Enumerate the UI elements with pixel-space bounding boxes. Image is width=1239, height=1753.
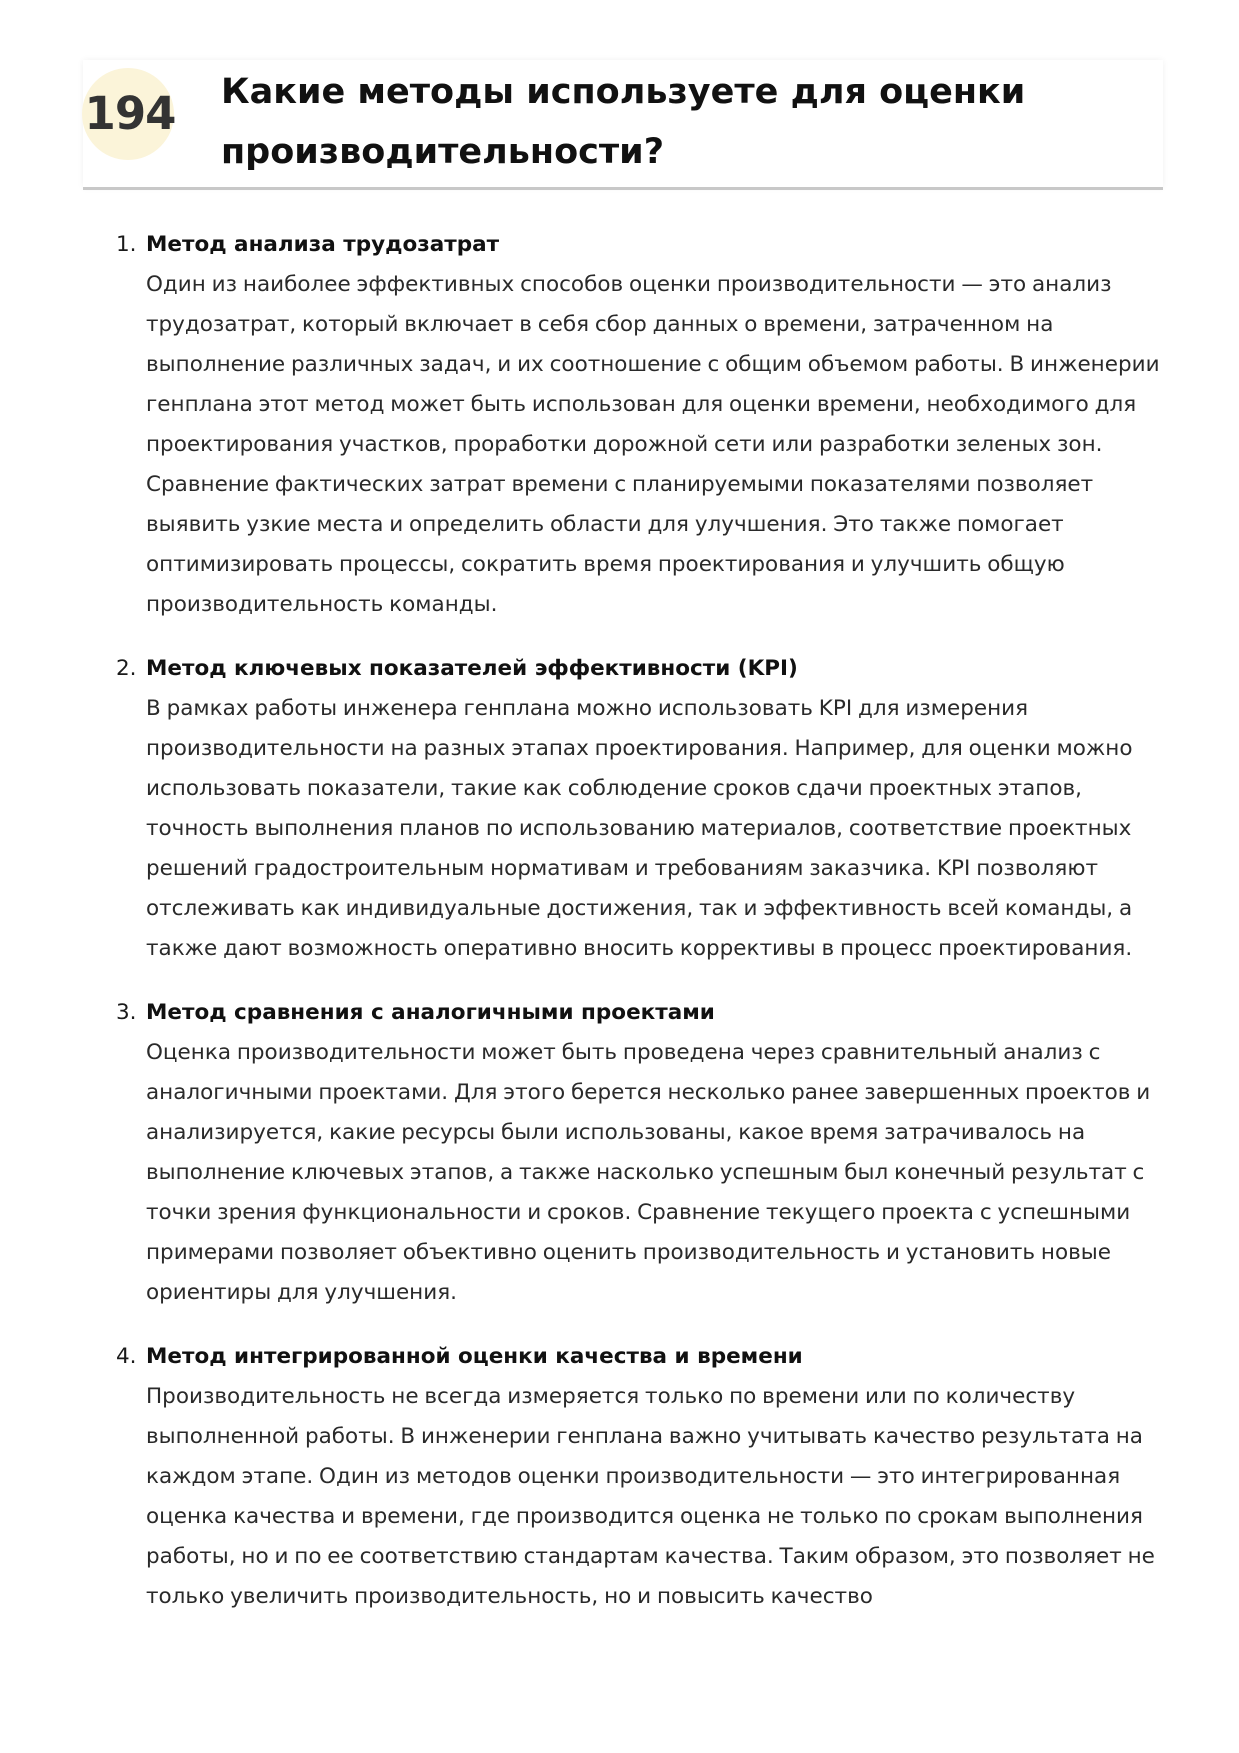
item-heading: Метод ключевых показателей эффективности (KPI) — [146, 656, 798, 681]
item-number: 4. — [116, 1344, 137, 1369]
item-number: 1. — [116, 232, 137, 257]
item-body: Один из наиболее эффективных способов оценки производительности — это анализ трудозатрат, который включает в себя сбор данных о времени, затраченном на выполнение различных задач, и их соотношение с общим объемом работы. В инженерии генплана этот метод может быть использован для оценки времени, необходимого для проектирования участков, проработки дорожной сети или разработки зеленых зон. Сравнение фактических затрат времени с планируемыми показателями позволяет выявить узкие места и определить области для улучшения. Это также помогает оптимизировать процессы, сократить время проектирования и улучшить общую производительность команды. — [146, 272, 1160, 617]
item-heading: Метод анализа трудозатрат — [146, 232, 500, 257]
list-item — [114, 649, 1164, 969]
question-title: Какие методы используете для оценки производительности? — [221, 72, 1026, 172]
list-item — [114, 993, 1164, 1313]
question-number: 194 — [84, 87, 176, 140]
header-divider — [83, 187, 1163, 190]
item-body: Оценка производительности может быть проведена через сравнительный анализ с аналогичными проектами. Для этого берется несколько ранее завершенных проектов и анализируется, какие ресурсы были использованы, какое время затрачивалось на выполнение ключевых этапов, а также насколько успешным был конечный результат с точки зрения функциональности и сроков. Сравнение текущего проекта с успешными примерами позволяет объективно оценить производительность и установить новые ориентиры для улучшения. — [146, 1040, 1151, 1305]
list-item — [114, 225, 1164, 625]
item-body: В рамках работы инженера генплана можно использовать KPI для измерения производительности на разных этапах проектирования. Например, для оценки можно использовать показатели, такие как соблюдение сроков сдачи проектных этапов, точность выполнения планов по использованию материалов, соответствие проектных решений градостроительным нормативам и требованиям заказчика. KPI позволяют отслеживать как индивидуальные достижения, так и эффективность всей команды, а также дают возможность оперативно вносить коррективы в процесс проектирования. — [146, 696, 1133, 961]
list-item — [114, 1337, 1164, 1617]
answer-list — [114, 225, 1164, 1617]
item-number: 2. — [116, 656, 137, 681]
item-heading: Метод интегрированной оценки качества и времени — [146, 1344, 803, 1369]
item-number: 3. — [116, 1000, 137, 1025]
item-body: Производительность не всегда измеряется только по времени или по количеству выполненной работы. В инженерии генплана важно учитывать качество результата на каждом этапе. Один из методов оценки производительности — это интегрированная оценка качества и времени, где производится оценка не только по срокам выполнения работы, но и по ее соответствию стандартам качества. Таким образом, это позволяет не только увеличить производительность, но и повысить качество — [146, 1384, 1155, 1609]
item-heading: Метод сравнения с аналогичными проектами — [146, 1000, 715, 1025]
